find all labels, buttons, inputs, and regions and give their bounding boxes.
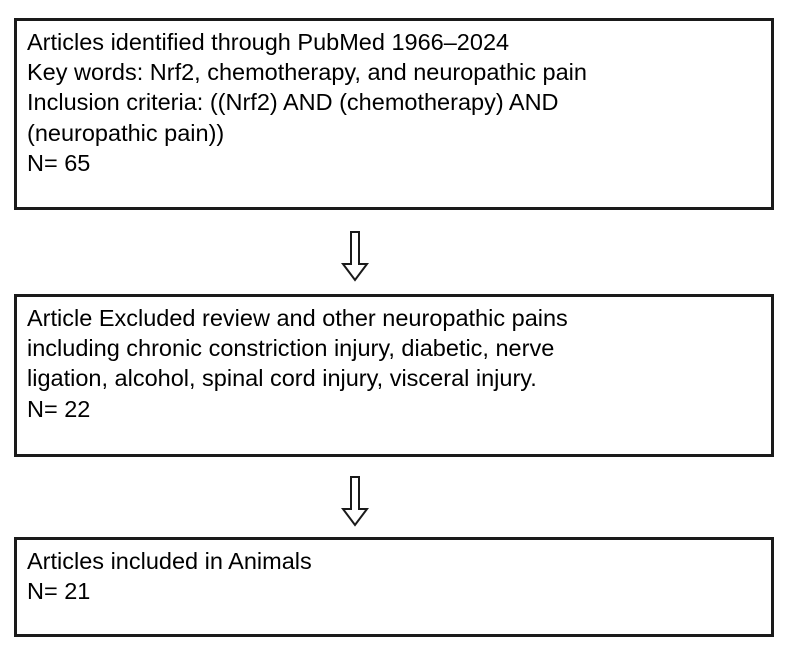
identification-box [14,18,774,210]
inclusion-text: Articles included in Animals [27,548,312,574]
exclusion-details-continued-text: ligation, alcohol, spinal cord injury, visceral injury. [27,365,537,392]
identification-keywords-text: Key words: Nrf2, chemotherapy, and neuropathic pain [27,59,587,86]
exclusion-box [14,294,774,457]
identification-count-text: N= 65 [27,149,91,176]
identification-criteria-text: Inclusion criteria: ((Nrf2) AND (chemotherapy) AND [27,89,559,116]
exclusion-count-text: N= 22 [27,395,91,422]
exclusion-details-text: including chronic constriction injury, diabetic, nerve [27,335,555,362]
hollow-down-arrow-icon [340,475,370,527]
exclusion-reason-text: Article Excluded review and other neuropathic pains [27,305,568,331]
hollow-down-arrow-icon [340,230,370,282]
identification-source-text: Articles identified through PubMed 1966–2024 [27,29,510,55]
inclusion-box [14,537,774,637]
identification-criteria-continued-text: (neuropathic pain)) [27,119,225,146]
inclusion-count-text: N= 21 [27,578,91,605]
